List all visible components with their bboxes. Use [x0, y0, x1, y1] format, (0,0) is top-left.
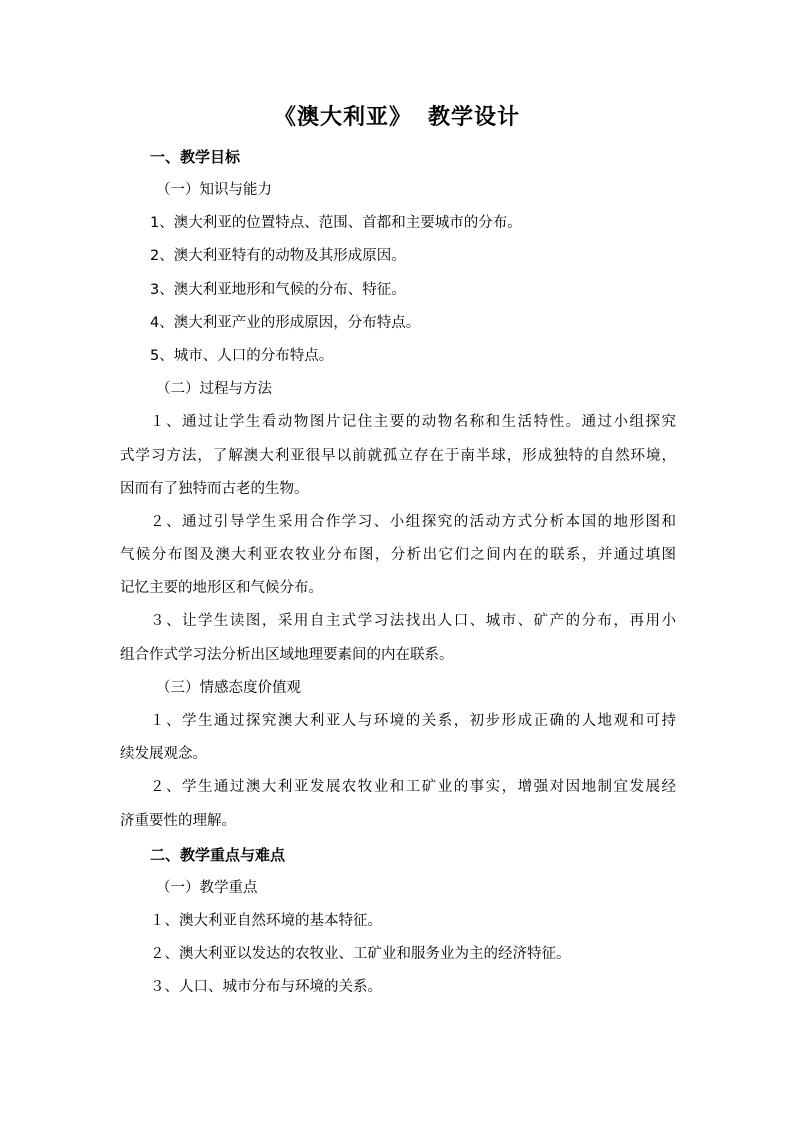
list-item: 4、澳大利亚产业的形成原因，分布特点。 [150, 315, 421, 331]
paragraph-line: 续发展观念。 [120, 746, 207, 762]
paragraph-line: 组合作式学习法分析出区域地理要素间的内在联系。 [120, 647, 454, 663]
list-item: 2、澳大利亚特有的动物及其形成原因。 [150, 248, 406, 264]
section-heading-key-points: 二、教学重点与难点 [150, 846, 286, 864]
list-item: 1、澳大利亚的位置特点、范围、首都和主要城市的分布。 [150, 215, 522, 231]
paragraph-line: １、通过让学生看动物图片记住主要的动物名称和生活特性。通过小组探究 [150, 414, 676, 430]
list-item: １、澳大利亚自然环境的基本特征。 [150, 913, 382, 929]
paragraph-line: １、学生通过探究澳大利亚人与环境的关系，初步形成正确的人地观和可持 [150, 713, 676, 729]
list-item: ２、澳大利亚以发达的农牧业、工矿业和服务业为主的经济特征。 [150, 946, 571, 962]
paragraph-line: 因而有了独特而古老的生物。 [120, 481, 309, 497]
subsection-heading-process: （二）过程与方法 [156, 381, 272, 397]
document-title [0, 101, 794, 135]
paragraph-line: 记忆主要的地形区和气候分布。 [120, 580, 323, 596]
list-item: ３、人口、城市分布与环境的关系。 [150, 979, 382, 995]
section-heading-objectives: 一、教学目标 [150, 148, 241, 166]
subsection-heading-knowledge: （一）知识与能力 [156, 182, 272, 198]
paragraph-line: 式学习方法，了解澳大利亚很早以前就孤立存在于南半球，形成独特的自然环境， [120, 448, 676, 464]
paragraph-line: 气候分布图及澳大利亚农牧业分布图，分析出它们之间内在的联系，并通过填图 [120, 547, 676, 563]
subsection-heading-values: （三）情感态度价值观 [156, 680, 301, 696]
paragraph-line: 济重要性的理解。 [120, 813, 236, 829]
list-item: 3、澳大利亚地形和气候的分布、特征。 [150, 282, 406, 298]
list-item: 5、城市、人口的分布特点。 [150, 348, 334, 364]
paragraph-line: ３、让学生读图，采用自主式学习法找出人口、城市、矿产的分布，再用小 [150, 613, 676, 629]
paragraph-line: ２、学生通过澳大利亚发展农牧业和工矿业的事实，增强对因地制宜发展经 [150, 779, 676, 795]
paragraph-line: ２、通过引导学生采用合作学习、小组探究的活动方式分析本国的地形图和 [150, 514, 676, 530]
subsection-heading-focus: （一）教学重点 [156, 880, 258, 896]
title-sub: 教学设计 [428, 105, 521, 130]
title-main: 《澳大利亚》 [273, 105, 412, 130]
